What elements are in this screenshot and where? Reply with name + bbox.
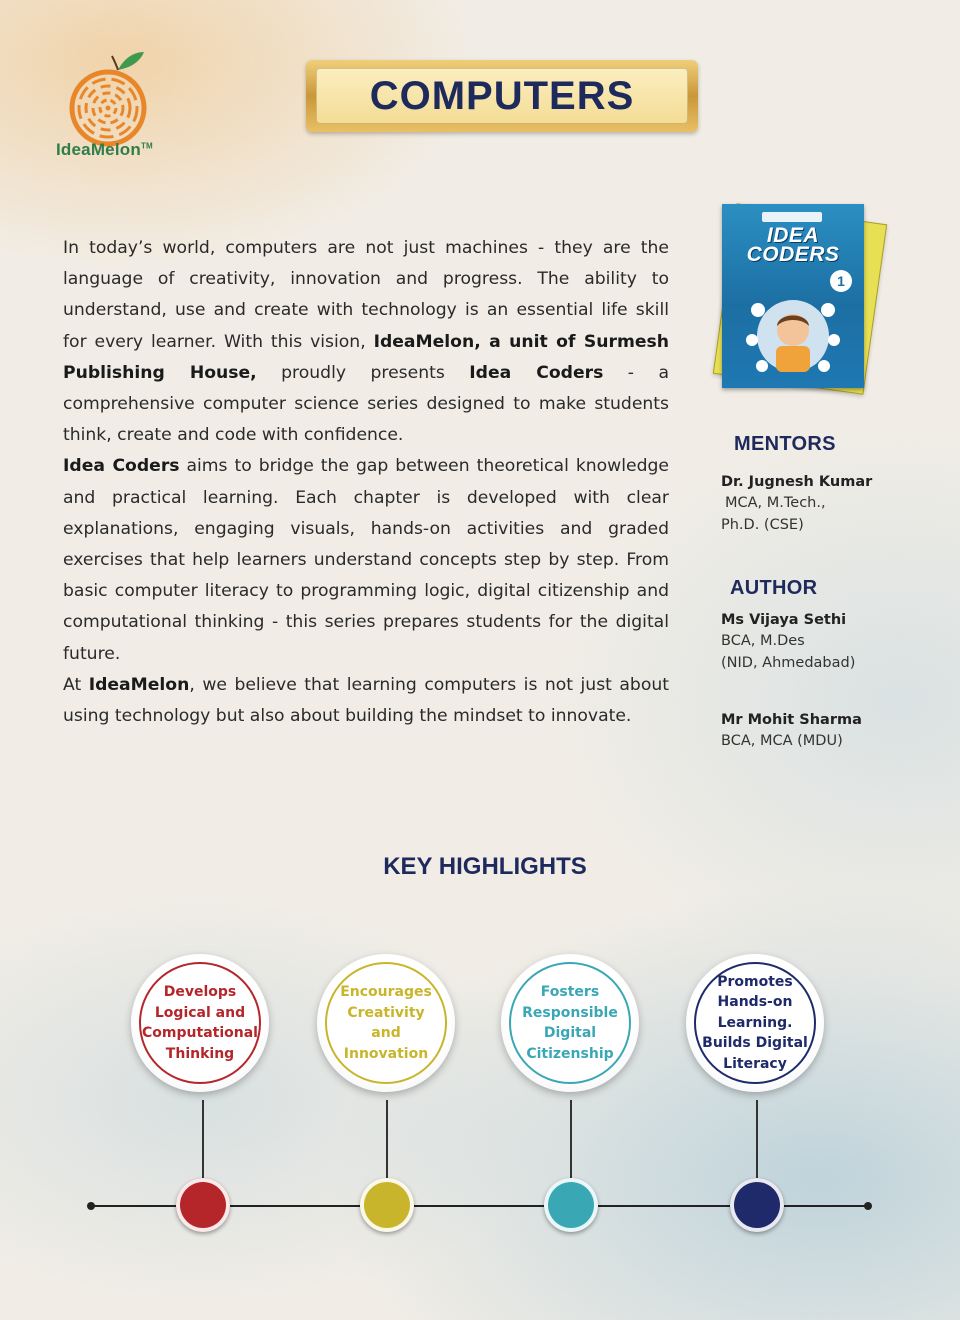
intro-p1-c: proudly presents	[256, 362, 470, 383]
mentor-card	[721, 474, 872, 536]
intro-paragraph-2	[63, 451, 669, 669]
author-name: Ms Vijaya Sethi	[721, 612, 847, 628]
intro-p2-b: aims to bridge the gap between theoretical knowledge and practical learning. Each chapter is developed with clear explanations, engaging visuals, hands-on activities and graded exercises that help learners understand concepts step by step. From basic computer literacy to programming logic, digital citizenship and computational thinking - this series prepares students for the digital future.	[63, 456, 669, 664]
highlight-text: Develops Logical and Computational Thinking	[142, 984, 258, 1062]
highlight-text: Encourages Creativity and Innovation	[340, 984, 432, 1062]
highlight-text: Fosters Responsible Digital Citizenship	[522, 984, 618, 1062]
intro-p1-d: Idea Coders	[469, 362, 604, 383]
title-plate	[316, 68, 688, 124]
intro-p3-c: , we believe that learning computers is not just about using technology but also about building the mindset to innovate.	[63, 674, 669, 727]
cover-label-strip	[762, 212, 822, 222]
highlight-dot	[176, 1178, 230, 1232]
highlight-connector	[386, 1100, 388, 1180]
intro-p3-a: At	[63, 674, 89, 695]
cover-grade-badge: 1	[830, 270, 852, 292]
intro-paragraph-1	[63, 233, 669, 451]
author-qualification: (NID, Ahmedabad)	[721, 655, 856, 671]
title-banner	[306, 60, 698, 132]
highlight-dot	[544, 1178, 598, 1232]
logo-wordmark	[56, 140, 153, 160]
timeline-start-dot	[87, 1202, 95, 1210]
intro-text	[63, 233, 669, 732]
highlight-connector	[570, 1100, 572, 1180]
cover-illustration	[742, 290, 844, 376]
mentor-qualification: MCA, M.Tech.,	[725, 495, 826, 511]
book-cover	[722, 204, 864, 388]
highlight-circle	[501, 954, 639, 1092]
highlight-connector	[756, 1100, 758, 1180]
highlight-dot	[730, 1178, 784, 1232]
author-qualification: BCA, MCA (MDU)	[721, 733, 843, 749]
author-heading: AUTHOR	[730, 577, 818, 599]
intro-p1-b: IdeaMelon, a unit of Surmesh Publishing House,	[63, 331, 669, 383]
cover-title-line2: CODERS	[746, 243, 840, 266]
intro-p2-a: Idea Coders	[63, 456, 180, 477]
author-qualification: BCA, M.Des	[721, 633, 805, 649]
highlight-ring	[694, 962, 816, 1084]
highlight-circle	[317, 954, 455, 1092]
highlight-ring	[139, 962, 261, 1084]
timeline-end-dot	[864, 1202, 872, 1210]
highlight-circle	[131, 954, 269, 1092]
cover-title	[730, 226, 856, 264]
highlight-dot	[360, 1178, 414, 1232]
highlight-connector	[202, 1100, 204, 1180]
author-card	[721, 612, 855, 674]
mentor-name: Dr. Jugnesh Kumar	[721, 474, 873, 490]
highlight-ring	[325, 962, 447, 1084]
author-card	[721, 712, 862, 752]
key-highlights-heading: KEY HIGHLIGHTS	[383, 853, 587, 880]
intro-paragraph-3	[63, 670, 669, 732]
mentor-qualification: Ph.D. (CSE)	[721, 517, 804, 533]
page-title: COMPUTERS	[369, 73, 635, 118]
brand-trademark: TM	[140, 141, 153, 151]
intro-p3-b: IdeaMelon	[88, 674, 190, 695]
highlight-text: Promotes Hands-on Learning. Builds Digital Literacy	[702, 973, 808, 1072]
author-name: Mr Mohit Sharma	[721, 712, 862, 728]
highlight-ring	[509, 962, 631, 1084]
mentors-heading: MENTORS	[734, 433, 836, 455]
intro-p1-e: - a comprehensive computer science series designed to make students think, create and code with confidence.	[63, 362, 670, 446]
cover-title-line1: IDEA	[766, 224, 820, 247]
brand-name: IdeaMelon	[56, 140, 141, 159]
intro-p1-a: In today’s world, computers are not just machines - they are the language of creativity, innovation and progress. The ability to understand, use and create with technology is an essential life skill for every learner. With this vision,	[63, 238, 669, 352]
highlight-circle	[686, 954, 824, 1092]
